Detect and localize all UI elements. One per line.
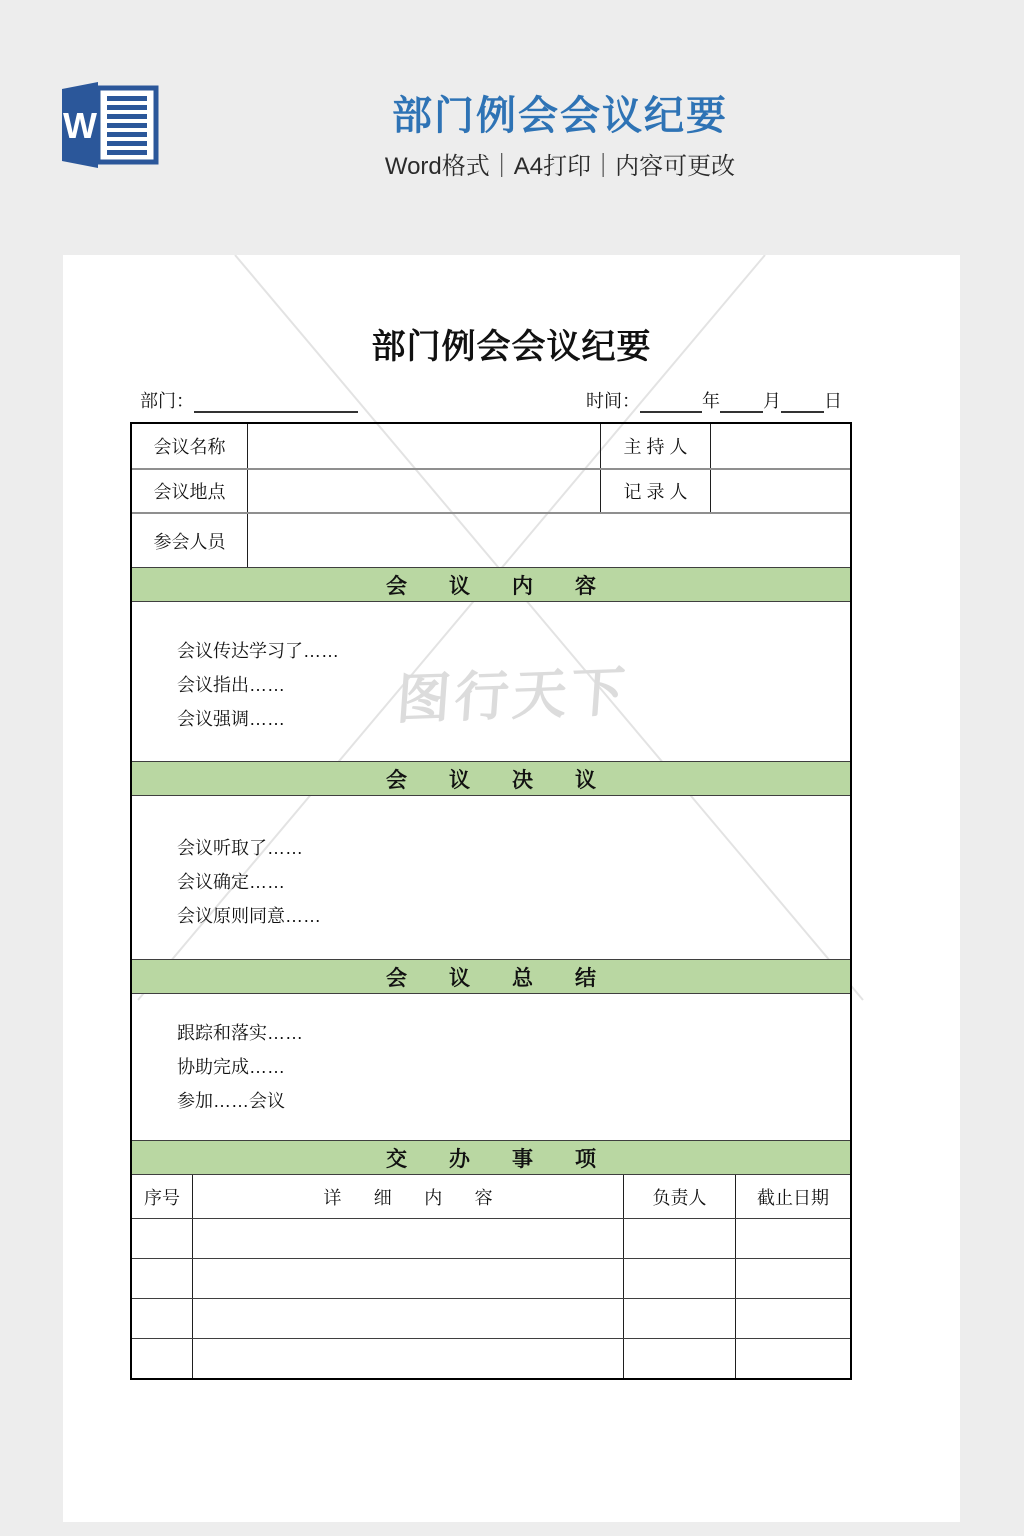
task-owner-cell <box>624 1299 736 1338</box>
task-number-cell <box>132 1219 193 1258</box>
banner-title: 部门例会会议纪要 <box>392 94 728 138</box>
content-line: 参加……会议 <box>177 1091 285 1111</box>
tasks-empty-row <box>132 1258 850 1298</box>
document-title: 部门例会会议纪要 <box>371 328 652 366</box>
task-deadline-cell <box>736 1219 850 1258</box>
content-line: 会议强调…… <box>177 709 285 729</box>
department-label: 部门： <box>140 391 194 411</box>
time-field <box>586 387 842 413</box>
tasks-empty-row <box>132 1298 850 1338</box>
task-detail-cell <box>193 1299 624 1338</box>
content-line: 会议确定…… <box>177 872 285 892</box>
watermark-text: 图行天下 <box>394 661 631 731</box>
task-detail-cell <box>193 1259 624 1298</box>
month-blank-line <box>720 393 763 413</box>
department-blank-line <box>194 393 358 413</box>
tasks-empty-row <box>132 1218 850 1258</box>
year-label: 年 <box>702 391 720 411</box>
section-header-assigned-tasks <box>132 1140 850 1174</box>
task-owner-cell <box>624 1339 736 1378</box>
tasks-col-deadline: 截止日期 <box>757 1187 829 1208</box>
task-deadline-cell <box>736 1299 850 1338</box>
banner <box>96 92 1024 182</box>
meeting-place-label: 会议地点 <box>132 470 248 512</box>
content-line: 跟踪和落实…… <box>177 1023 303 1043</box>
section-body-meeting-summary <box>132 993 850 1140</box>
day-label: 日 <box>824 391 842 411</box>
banner-subtitle: Word格式｜A4打印｜内容可更改 <box>384 153 736 180</box>
section-heading: 会 议 内 容 <box>386 574 607 598</box>
tasks-col-detail: 详 细 内 容 <box>193 1175 624 1218</box>
content-line: 协助完成…… <box>177 1057 285 1077</box>
time-label: 时间： <box>586 391 640 411</box>
minutes-table <box>130 422 852 1380</box>
month-label: 月 <box>763 391 781 411</box>
content-line: 会议传达学习了…… <box>177 641 339 661</box>
meeting-place-value-cell <box>248 470 601 512</box>
year-blank-line <box>640 393 702 413</box>
table-row-participants <box>132 512 850 567</box>
host-value-cell <box>711 424 850 468</box>
section-heading: 会 议 总 结 <box>386 966 607 990</box>
content-line: 会议指出…… <box>177 675 285 695</box>
section-heading: 交 办 事 项 <box>386 1147 607 1171</box>
meta-row <box>130 385 852 413</box>
meeting-name-label: 会议名称 <box>132 424 248 468</box>
section-body-meeting-resolution <box>132 795 850 959</box>
tasks-col-number: 序号 <box>132 1175 193 1218</box>
day-blank-line <box>781 393 824 413</box>
section-header-meeting-content <box>132 567 850 601</box>
recorder-label: 记 录 人 <box>601 470 711 512</box>
word-icon-w: W <box>63 105 97 146</box>
task-number-cell <box>132 1339 193 1378</box>
task-deadline-cell <box>736 1259 850 1298</box>
task-detail-cell <box>193 1219 624 1258</box>
table-row-meeting-name <box>132 424 850 468</box>
tasks-header-row <box>132 1174 850 1218</box>
task-owner-cell <box>624 1259 736 1298</box>
recorder-value-cell <box>711 470 850 512</box>
content-line: 会议听取了…… <box>177 838 303 858</box>
task-owner-cell <box>624 1219 736 1258</box>
participants-value-cell <box>248 514 850 567</box>
task-detail-cell <box>193 1339 624 1378</box>
department-field <box>140 387 358 413</box>
participants-label: 参会人员 <box>132 514 248 567</box>
task-number-cell <box>132 1259 193 1298</box>
section-heading: 会 议 决 议 <box>386 768 607 792</box>
tasks-empty-row <box>132 1338 850 1378</box>
table-row-meeting-place <box>132 468 850 512</box>
task-number-cell <box>132 1299 193 1338</box>
host-label: 主 持 人 <box>601 424 711 468</box>
task-deadline-cell <box>736 1339 850 1378</box>
content-line: 会议原则同意…… <box>177 906 321 926</box>
section-body-meeting-content <box>132 601 850 761</box>
meeting-name-value-cell <box>248 424 601 468</box>
section-header-meeting-resolution <box>132 761 850 795</box>
document-page <box>63 255 960 1522</box>
tasks-col-owner: 负责人 <box>624 1175 736 1218</box>
section-header-meeting-summary <box>132 959 850 993</box>
